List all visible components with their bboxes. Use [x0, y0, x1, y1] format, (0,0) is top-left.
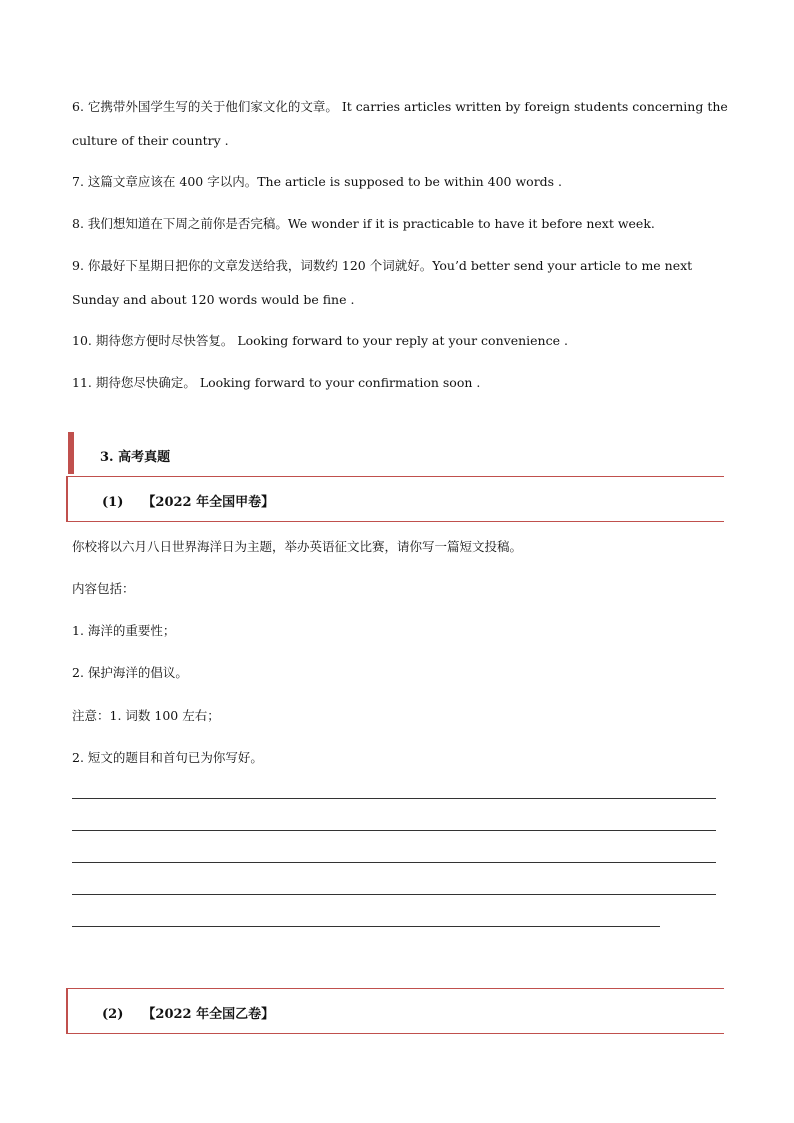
item-11: 11. 期待您尽快确定。 Looking forward to your confirmation soon .: [72, 375, 481, 390]
item-6-line-1: 6. 它携带外国学生写的关于他们家文化的文章。 It carries articles written by foreign students concerning the: [72, 99, 728, 114]
question-2-label: (2): [102, 1007, 124, 1022]
item-10: 10. 期待您方便时尽快答复。 Looking forward to your reply at your convenience .: [72, 333, 568, 348]
item-9-line-2: Sunday and about 120 words would be fine .: [72, 292, 355, 307]
section-heading: [68, 432, 728, 474]
content-point-1: 1. 海洋的重要性；: [72, 623, 176, 638]
item-6-line-2: culture of their country .: [72, 133, 229, 148]
question-1-header: [66, 476, 724, 522]
note-1: 注意：1. 词数 100 左右；: [72, 708, 220, 723]
answer-line[interactable]: [72, 798, 716, 799]
item-9-line-1: 9. 你最好下星期日把你的文章发送给我，词数约 120 个词就好。You’d better send your article to me next: [72, 258, 693, 273]
answer-line[interactable]: [72, 862, 716, 863]
section-title: 3. 高考真题: [100, 450, 171, 465]
answer-line[interactable]: [72, 830, 716, 831]
question-1-source: 【2022 年全国甲卷】: [142, 495, 275, 510]
question-2-header: [66, 988, 724, 1034]
answer-line[interactable]: [72, 926, 660, 927]
answer-line[interactable]: [72, 894, 716, 895]
note-2: 2. 短文的题目和首句已为你写好。: [72, 750, 263, 765]
item-7: 7. 这篇文章应该在 400 字以内。The article is supposed to be within 400 words .: [72, 174, 563, 189]
content-label: 内容包括：: [72, 581, 135, 596]
question-2-source: 【2022 年全国乙卷】: [142, 1007, 275, 1022]
question-1-prompt: 你校将以六月八日世界海洋日为主题，举办英语征文比赛，请你写一篇短文投稿。: [72, 539, 523, 554]
content-point-2: 2. 保护海洋的倡议。: [72, 665, 188, 680]
question-1-label: (1): [102, 495, 124, 510]
item-8: 8. 我们想知道在下周之前你是否完稿。We wonder if it is practicable to have it before next week.: [72, 216, 655, 231]
